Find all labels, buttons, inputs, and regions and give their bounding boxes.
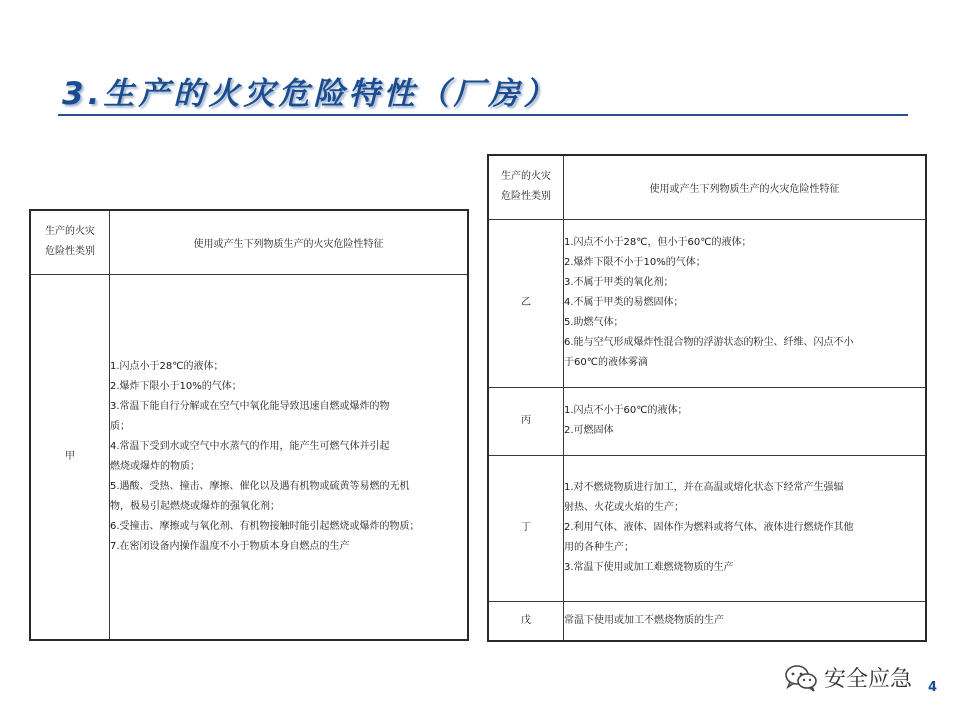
feature-line: 燃烧或爆炸的物质； xyxy=(110,460,200,472)
feature-cell xyxy=(564,601,927,641)
header-category-line: 危险性类别 xyxy=(501,191,551,203)
category-cell: 戊 xyxy=(488,601,564,641)
feature-line: 用的各种生产； xyxy=(564,542,634,553)
watermark xyxy=(784,662,912,693)
table-row xyxy=(488,219,926,387)
feature-cell xyxy=(564,455,927,601)
category-cell: 乙 xyxy=(488,219,564,387)
header-category-cell xyxy=(30,210,110,274)
header-category-line: 生产的火灾 xyxy=(501,171,551,183)
feature-line: 6.能与空气形成爆炸性混合物的浮游状态的粉尘、纤维、闪点不小 xyxy=(564,337,854,348)
feature-line: 1.闪点不小于60℃的液体； xyxy=(564,405,688,416)
feature-line: 4.常温下受到水或空气中水蒸气的作用，能产生可燃气体并引起 xyxy=(110,440,390,452)
feature-line: 物，极易引起燃烧或爆炸的强氧化剂； xyxy=(110,500,280,512)
feature-line: 3.常温下使用或加工难燃烧物质的生产 xyxy=(564,562,734,573)
table-row xyxy=(488,387,926,455)
header-category-line: 生产的火灾 xyxy=(45,226,95,238)
feature-line: 2.利用气体、液体、固体作为燃料或将气体、液体进行燃烧作其他 xyxy=(564,522,854,533)
hazard-table-right xyxy=(487,154,927,642)
feature-line: 于60℃的液体雾滴 xyxy=(564,357,648,368)
feature-cell xyxy=(564,219,927,387)
table-header-row xyxy=(30,210,468,274)
feature-line: 3.常温下能自行分解或在空气中氧化能导致迅速自燃或爆炸的物 xyxy=(110,400,390,412)
hazard-table-left xyxy=(29,209,469,641)
header-category-line: 危险性类别 xyxy=(45,246,95,258)
category-cell: 丁 xyxy=(488,455,564,601)
feature-line: 3.不属于甲类的氧化剂； xyxy=(564,277,674,288)
feature-line: 1.闪点小于28℃的液体； xyxy=(110,360,224,372)
watermark-text: 安全应急 xyxy=(824,667,913,692)
feature-line: 常温下使用或加工不燃烧物质的生产 xyxy=(564,614,724,626)
feature-cell xyxy=(564,387,927,455)
feature-line: 4.不属于甲类的易燃固体； xyxy=(564,297,684,308)
wechat-icon xyxy=(784,664,818,692)
feature-line: 质； xyxy=(110,420,130,432)
feature-line: 5.助燃气体； xyxy=(564,317,624,328)
feature-line: 2.爆炸下限小于10%的气体； xyxy=(110,380,242,392)
feature-cell xyxy=(110,274,469,640)
category-cell: 丙 xyxy=(488,387,564,455)
slide-title: 3.生产的火灾危险特性（厂房） xyxy=(62,76,559,112)
feature-line: 6.受撞击、摩擦或与氧化剂、有机物接触时能引起燃烧或爆炸的物质； xyxy=(110,520,420,532)
feature-line: 2.可燃固体 xyxy=(564,425,614,436)
table-row xyxy=(488,455,926,601)
table-header-row xyxy=(488,155,926,219)
feature-line: 5.遇酸、受热、撞击、摩擦、催化以及遇有机物或硫黄等易燃的无机 xyxy=(110,480,410,492)
header-feature-cell: 使用或产生下列物质生产的火灾危险性特征 xyxy=(110,210,469,274)
title-underline xyxy=(58,114,908,116)
page-number: 4 xyxy=(928,680,938,695)
header-category-cell xyxy=(488,155,564,219)
table-row xyxy=(488,601,926,641)
header-feature-cell: 使用或产生下列物质生产的火灾危险性特征 xyxy=(564,155,927,219)
feature-line: 射热、火花或火焰的生产； xyxy=(564,502,684,513)
feature-line: 1.对不燃烧物质进行加工，并在高温或熔化状态下经常产生强辐 xyxy=(564,482,844,493)
category-cell: 甲 xyxy=(30,274,110,640)
feature-line: 1.闪点不小于28℃，但小于60℃的液体； xyxy=(564,237,752,248)
feature-line: 2.爆炸下限不小于10%的气体； xyxy=(564,257,706,268)
feature-line: 7.在密闭设备内操作温度不小于物质本身自燃点的生产 xyxy=(110,540,350,552)
table-row xyxy=(30,274,468,640)
